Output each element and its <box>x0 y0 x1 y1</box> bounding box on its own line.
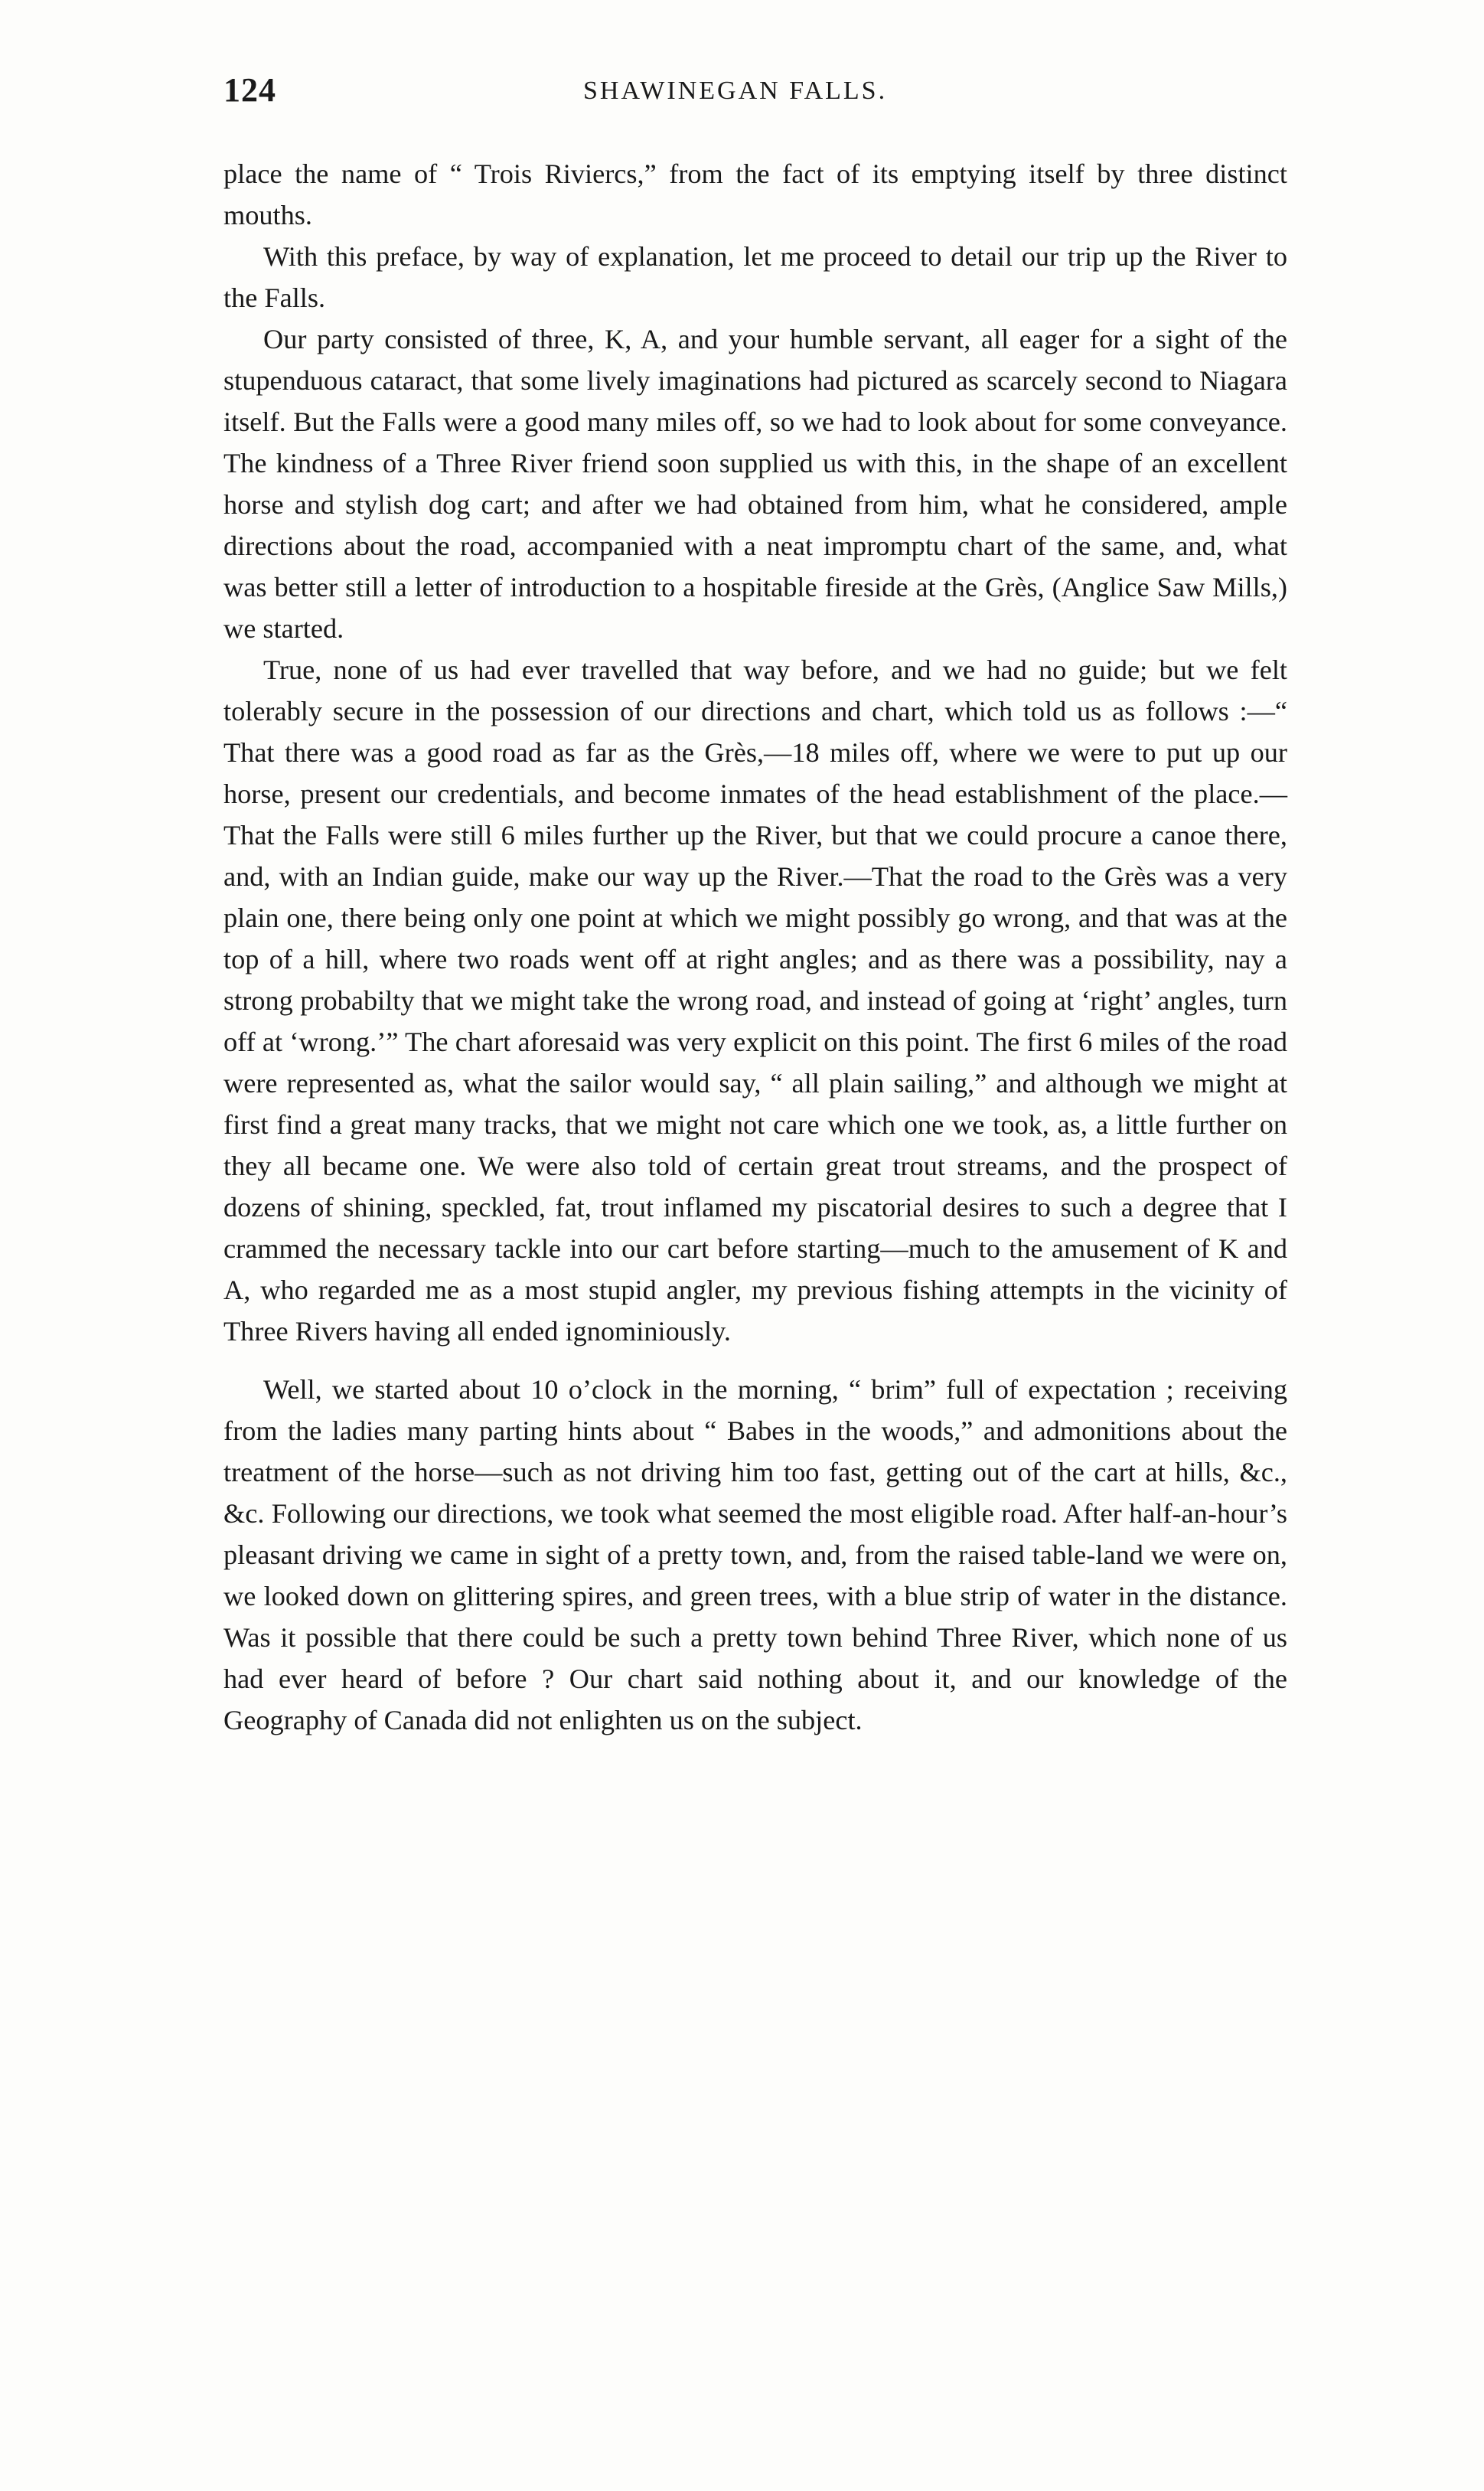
paragraph-departure: Well, we started about 10 o’clock in the morning, “ brim” full of expectation ; receiving from the ladies many parting hints about “ Babes in the woods,” and admonitions about the treatment of the horse—such as not driving him too fast, getting out of the cart at hills, &c., &c. Following our directions, we took what seemed the most eligible road. After half-an-hour’s pleasant driving we came in sight of a pretty town, and, from the raised table-land we were on, we looked down on glittering spires, and green trees, with a blue strip of water in the distance. Was it possible that there could be such a pretty town behind Three River, which none of us had ever heard of before ? Our chart said nothing about it, and our knowledge of the Geography of Canada did not enlighten us on the subject. <box>223 1374 1287 1735</box>
running-title: SHAWINEGAN FALLS. <box>583 77 888 105</box>
page-number: 124 <box>223 71 276 109</box>
paragraph-party: Our party consisted of three, K, A, and your humble servant, all eager for a sight of the stupenduous cataract, that some lively imaginations had pictured as scarcely second to Niagara itself. But the Falls were a good many miles off, so we had to look about for some conveyance. The kindness of a Three River friend soon supplied us with this, in the shape of an excellent horse and stylish dog cart; and after we had obtained from him, what he considered, ample directions about the road, accompanied with a neat impromptu chart of the same, and, what was better still a letter of introduction to a hospitable fireside at the Grès, (Anglice Saw Mills,) we started. <box>223 324 1287 644</box>
paragraph-preface: With this preface, by way of explanation, let me proceed to detail our trip up the River to the Falls. <box>223 241 1287 313</box>
running-head <box>223 70 1280 116</box>
paragraph-directions: True, none of us had ever travelled that way before, and we had no guide; but we felt tolerably secure in the possession of our directions and chart, which told us as follows :—“ That there was a good road as far as the Grès,—18 miles off, where we were to put up our horse, present our credentials, and become inmates of the head establishment of the place.—That the Falls were still 6 miles further up the River, but that we could procure a canoe there, and, with an Indian guide, make our way up the River.—That the road to the Grès was a very plain one, there being only one point at which we might possibly go wrong, and that was at the top of a hill, where two roads went off at right angles; and as there was a possibility, nay a strong probabilty that we might take the wrong road, and instead of going at ‘right’ angles, turn off at ‘wrong.’” The chart aforesaid was very explicit on this point. The first 6 miles of the road were represented as, what the sailor would say, “ all plain sailing,” and although we might at first find a great many tracks, that we might not care which one we took, as, a little further on they all became one. We were also told of certain great trout streams, and the prospect of dozens of shining, speckled, fat, trout inflamed my piscatorial desires to such a degree that I crammed the necessary tackle into our cart before starting—much to the amusement of K and A, who regarded me as a most stupid angler, my previous fishing attempts in the vicinity of Three Rivers having all ended ignominiously. <box>223 655 1287 1347</box>
body-text <box>223 153 1287 1741</box>
paragraph-continuation: place the name of “ Trois Riviercs,” from the fact of its emptying itself by three distinct mouths. <box>223 158 1287 230</box>
